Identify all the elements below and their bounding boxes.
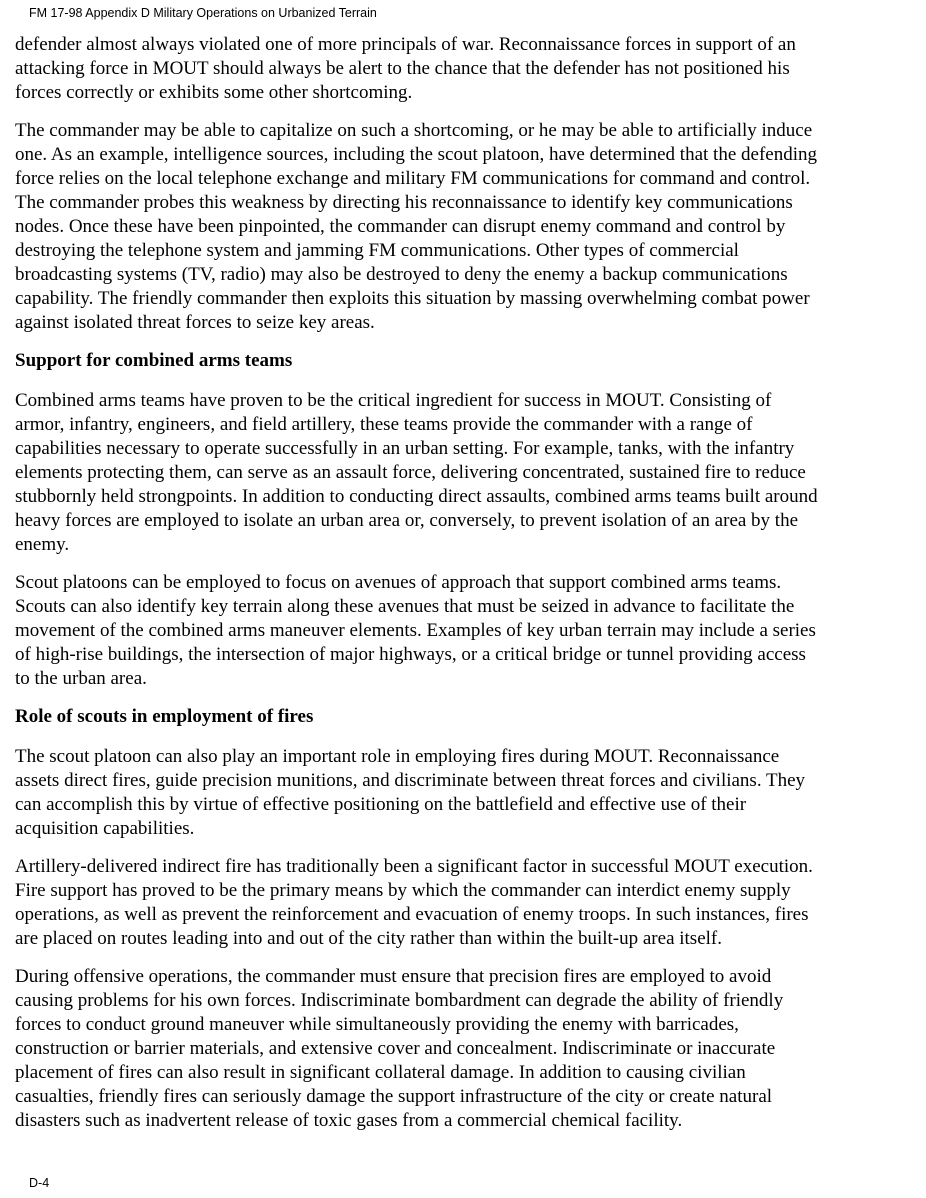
- paragraph: [15, 571, 920, 691]
- section-heading: [15, 349, 920, 373]
- text-line: construction or barrier materials, and extensive cover and concealment. Indiscriminate or inaccurate: [15, 1038, 776, 1059]
- paragraph: [15, 745, 920, 841]
- paragraph: [15, 855, 920, 951]
- text-line: operations, as well as prevent the reinforcement and evacuation of enemy troops. In such instances, fires: [15, 904, 809, 925]
- text-line: The commander probes this weakness by directing his reconnaissance to identify key communications: [15, 192, 793, 213]
- text-line: Scouts can also identify key terrain along these avenues that must be seized in advance to facilitate the: [15, 596, 795, 617]
- text-line: assets direct fires, guide precision munitions, and discriminate between threat forces and civilians. They: [15, 770, 806, 791]
- text-line: are placed on routes leading into and out of the city rather than within the built-up area itself.: [15, 928, 722, 949]
- paragraph: [15, 965, 920, 1133]
- text-line: can accomplish this by virtue of effective positioning on the battlefield and effective use of their: [15, 794, 747, 815]
- text-line: disasters such as inadvertent release of toxic gases from a commercial chemical facility.: [15, 1110, 683, 1131]
- text-line: against isolated threat forces to seize key areas.: [15, 312, 375, 333]
- text-line: stubbornly held strongpoints. In addition to conducting direct assaults, combined arms teams built around: [15, 486, 818, 507]
- text-line: Support for combined arms teams: [15, 350, 293, 371]
- text-line: broadcasting systems (TV, radio) may also be destroyed to deny the enemy a backup communications: [15, 264, 788, 285]
- text-line: of high-rise buildings, the intersection of major highways, or a critical bridge or tunnel providing access: [15, 644, 806, 665]
- text-line: movement of the combined arms maneuver elements. Examples of key urban terrain may include a series: [15, 620, 816, 641]
- text-line: The scout platoon can also play an important role in employing fires during MOUT. Reconnaissance: [15, 746, 780, 767]
- text-line: attacking force in MOUT should always be alert to the chance that the defender has not positioned his: [15, 58, 790, 79]
- text-line: placement of fires can also result in significant collateral damage. In addition to causing civilian: [15, 1062, 746, 1083]
- text-line: heavy forces are employed to isolate an urban area or, conversely, to prevent isolation of an area by the: [15, 510, 799, 531]
- text-line: forces correctly or exhibits some other shortcoming.: [15, 82, 413, 103]
- paragraph: [15, 33, 920, 105]
- text-line: nodes. Once these have been pinpointed, the commander can disrupt enemy command and control by: [15, 216, 786, 237]
- text-line: forces to conduct ground maneuver while simultaneously providing the enemy with barricades,: [15, 1014, 739, 1035]
- text-line: to the urban area.: [15, 668, 147, 689]
- text-line: Role of scouts in employment of fires: [15, 706, 314, 727]
- text-line: capabilities necessary to operate successfully in an urban setting. For example, tanks, with the infantry: [15, 438, 795, 459]
- text-line: acquisition capabilities.: [15, 818, 195, 839]
- page-number: D-4: [29, 1176, 50, 1190]
- text-line: destroying the telephone system and jamming FM communications. Other types of commercial: [15, 240, 739, 261]
- paragraph: [15, 119, 920, 335]
- section-heading: [15, 705, 920, 729]
- text-line: During offensive operations, the commander must ensure that precision fires are employed to avoid: [15, 966, 772, 987]
- running-header: FM 17-98 Appendix D Military Operations on Urbanized Terrain: [29, 6, 377, 20]
- paragraph: [15, 389, 920, 557]
- text-line: causing problems for his own forces. Indiscriminate bombardment can degrade the ability of friendly: [15, 990, 784, 1011]
- text-line: enemy.: [15, 534, 70, 555]
- text-line: capability. The friendly commander then exploits this situation by massing overwhelming combat power: [15, 288, 810, 309]
- document-body: [15, 33, 920, 1147]
- text-line: force relies on the local telephone exchange and military FM communications for command and control.: [15, 168, 811, 189]
- text-line: Artillery-delivered indirect fire has traditionally been a significant factor in successful MOUT execution.: [15, 856, 813, 877]
- text-line: Fire support has proved to be the primary means by which the commander can interdict enemy supply: [15, 880, 791, 901]
- text-line: one. As an example, intelligence sources, including the scout platoon, have determined that the defending: [15, 144, 817, 165]
- text-line: The commander may be able to capitalize on such a shortcoming, or he may be able to artificially induce: [15, 120, 813, 141]
- text-line: elements protecting them, can serve as an assault force, delivering concentrated, sustained fire to reduce: [15, 462, 806, 483]
- text-line: Combined arms teams have proven to be the critical ingredient for success in MOUT. Consisting of: [15, 390, 772, 411]
- text-line: Scout platoons can be employed to focus on avenues of approach that support combined arms teams.: [15, 572, 782, 593]
- text-line: armor, infantry, engineers, and field artillery, these teams provide the commander with a range of: [15, 414, 753, 435]
- text-line: casualties, friendly fires can seriously damage the support infrastructure of the city or create natural: [15, 1086, 773, 1107]
- text-line: defender almost always violated one of more principals of war. Reconnaissance forces in support of an: [15, 34, 796, 55]
